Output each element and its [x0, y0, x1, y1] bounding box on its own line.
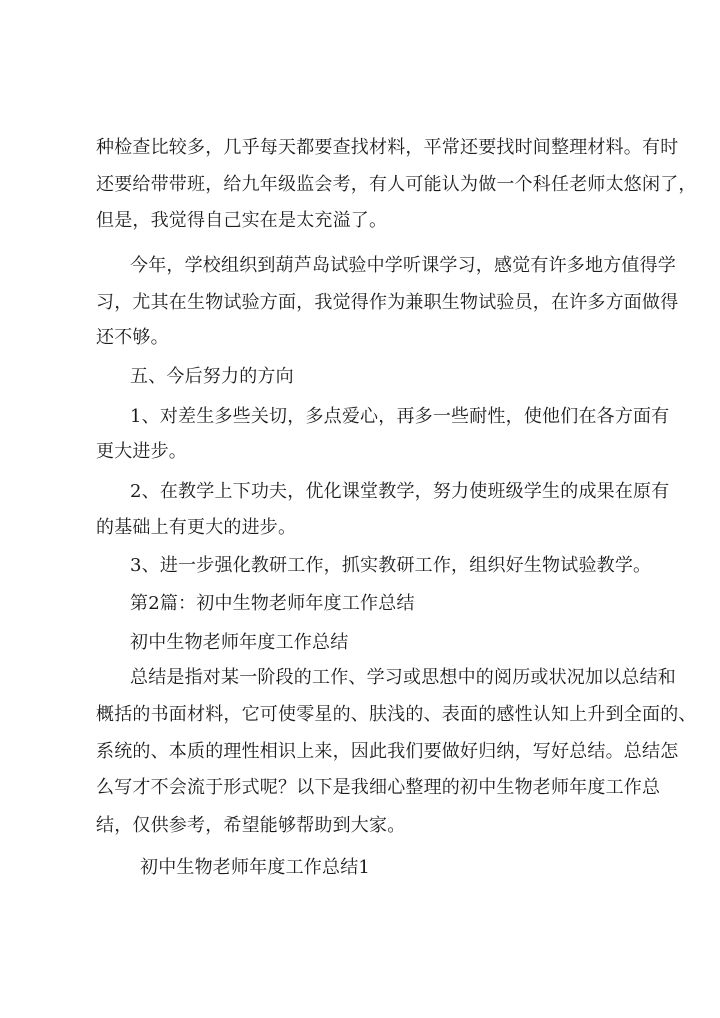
article-heading: 第2篇：初中生物老师年度工作总结 — [130, 593, 415, 614]
subsection-title: 初中生物老师年度工作总结1 — [140, 857, 371, 878]
body-text-line: 系统的、本质的理性相识上来，因此我们要做好归纳，写好总结。总结怎 — [96, 741, 679, 762]
body-text-line: 还要给带带班，给九年级监会考，有人可能认为做一个科任老师太悠闲了， — [96, 174, 697, 195]
body-text-line: 习，尤其在生物试验方面，我觉得作为兼职生物试验员，在许多方面做得 — [96, 292, 679, 313]
article-title: 初中生物老师年度工作总结 — [130, 632, 349, 653]
list-item-text: 3、进一步强化教研工作，抓实教研工作，组织好生物试验教学。 — [130, 555, 652, 576]
body-text-line: 种检查比较多，几乎每天都要查找材料，平常还要找时间整理材料。有时 — [96, 137, 679, 158]
body-text-line: 总结是指对某一阶段的工作、学习或思想中的阅历或状况加以总结和 — [130, 667, 676, 688]
list-item-text: 1、对差生多些关切，多点爱心，再多一些耐性，使他们在各方面有 — [130, 406, 670, 427]
list-item-text: 2、在教学上下功夫，优化课堂教学，努力使班级学生的成果在原有 — [130, 481, 670, 502]
body-text-line: 还不够。 — [96, 327, 169, 348]
body-text-line: 今年，学校组织到葫芦岛试验中学听课学习，感觉有许多地方值得学 — [130, 255, 676, 276]
body-text-line: 但是，我觉得自己实在是太充溢了。 — [96, 210, 388, 231]
section-heading: 五、今后努力的方向 — [130, 366, 294, 387]
body-text-line: 结，仅供参考，希望能够帮助到大家。 — [96, 815, 406, 836]
body-text-line: 概括的书面材料，它可使零星的、肤浅的、表面的感性认知上升到全面的、 — [96, 704, 697, 725]
body-text-line: 么写才不会流于形式呢？以下是我细心整理的初中生物老师年度工作总 — [96, 777, 661, 798]
list-item-text: 更大进步。 — [96, 441, 187, 462]
list-item-text: 的基础上有更大的进步。 — [96, 517, 297, 538]
